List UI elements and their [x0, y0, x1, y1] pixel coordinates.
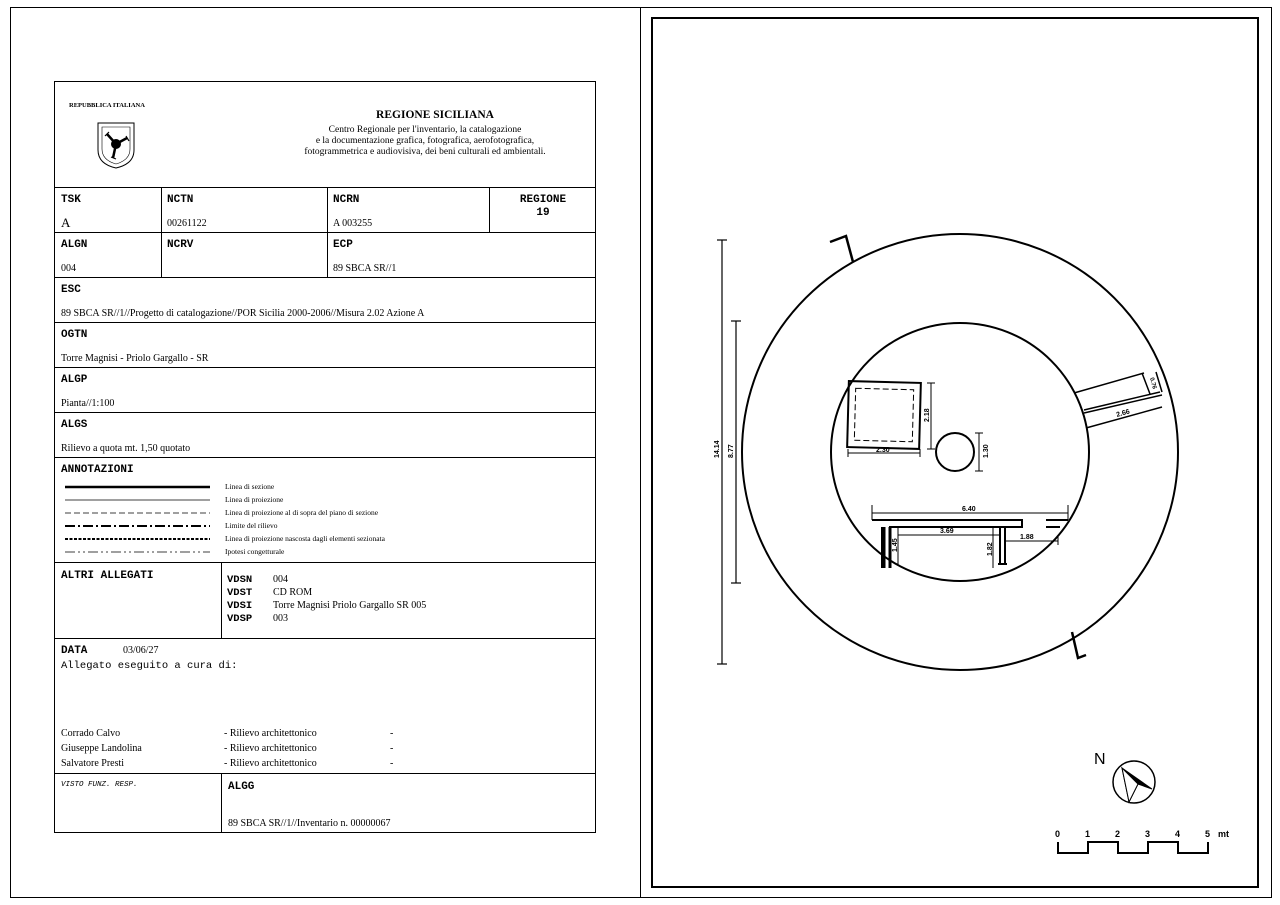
leg-mid-label: 1.82 — [987, 542, 994, 556]
lower-wall — [872, 520, 1068, 568]
vdsp-value: 003 — [273, 613, 288, 624]
nctn-value: 00261122 — [167, 218, 207, 229]
person-name: Salvatore Presti — [61, 758, 125, 769]
room-w-label: 2.30 — [876, 447, 890, 454]
region-title: REGIONE SICILIANA — [376, 109, 494, 121]
scale-tick-2: 2 — [1115, 829, 1121, 839]
door-w-label: 2.66 — [1115, 408, 1131, 419]
scale-tick-4: 4 — [1175, 829, 1181, 839]
doorway-passage — [1074, 373, 1162, 428]
person-role: - Rilievo architettonico — [224, 728, 317, 739]
person-dash: - — [390, 758, 394, 769]
algg-label: ALGG — [228, 781, 255, 793]
section-marker-top — [830, 236, 853, 262]
person-dash: - — [390, 743, 394, 754]
ncrn-value: A 003255 — [333, 218, 373, 229]
legend-text: Limite del rilievo — [225, 521, 278, 530]
allegati-label: ALTRI ALLEGATI — [61, 570, 154, 582]
scale-unit: mt — [1218, 829, 1229, 839]
vdsn-value: 004 — [273, 574, 288, 585]
center-hole — [936, 433, 974, 471]
algs-label: ALGS — [61, 419, 88, 431]
ogtn-label: OGTN — [61, 329, 88, 341]
legend-text: Linea di proiezione al di sopra del piano di sezione — [225, 508, 379, 517]
section-marker-bottom — [1072, 632, 1086, 658]
scale-tick-0: 0 — [1055, 829, 1061, 839]
header-line-3: fotogrammetrica e audiovisiva, dei beni culturali ed ambientali. — [304, 147, 546, 157]
visto-label: VISTO FUNZ. RESP. — [61, 781, 138, 789]
person-name: Corrado Calvo — [61, 728, 121, 739]
algg-value: 89 SBCA SR//1//Inventario n. 00000067 — [228, 818, 391, 829]
lower-wall-left — [884, 527, 890, 568]
legend-text: Linea di proiezione nascosta dagli elementi sezionata — [225, 534, 385, 543]
room-h-label: 2.18 — [924, 408, 931, 422]
person-role: - Rilievo architettonico — [224, 743, 317, 754]
regione-label: REGIONE — [519, 194, 567, 206]
ecp-value: 89 SBCA SR//1 — [333, 263, 397, 274]
legend-text: Ipotesi congetturale — [225, 547, 285, 556]
nctn-label: NCTN — [167, 194, 194, 206]
algs-value: Rilievo a quota mt. 1,50 quotato — [61, 443, 191, 454]
algp-label: ALGP — [61, 374, 88, 386]
dim-overall-label: 14.14 — [714, 440, 721, 458]
vdsn-label: VDSN — [227, 574, 253, 586]
wall-stub — [998, 527, 1007, 564]
ncrn-label: NCRN — [333, 194, 360, 206]
outer-wall — [742, 234, 1178, 670]
algn-label: ALGN — [61, 239, 88, 251]
wall-mid-label: 3.69 — [940, 528, 954, 535]
algn-value: 004 — [61, 263, 76, 274]
algp-value: Pianta//1:100 — [61, 398, 115, 409]
scale-bar — [1058, 842, 1208, 853]
ecp-label: ECP — [333, 239, 353, 251]
header-line-1: Centro Regionale per l'inventario, la catalogazione — [328, 125, 522, 135]
square-room-inner — [854, 388, 913, 442]
scale-tick-3: 3 — [1145, 829, 1151, 839]
cura-text: Allegato eseguito a cura di: — [61, 660, 238, 672]
hole-label: 1.30 — [983, 444, 990, 458]
scale-tick-5: 5 — [1205, 829, 1211, 839]
header-line-2: e la documentazione grafica, fotografica, aerofotografica, — [315, 136, 535, 146]
vdsp-label: VDSP — [227, 613, 253, 625]
leg-left-label: 1.45 — [892, 538, 899, 552]
vdst-label: VDST — [227, 587, 253, 599]
north-label: N — [1094, 751, 1106, 768]
repubblica-label: REPUBBLICA ITALIANA — [69, 102, 145, 109]
door-t-label: 0.76 — [1148, 376, 1157, 390]
tsk-value: A — [61, 215, 71, 230]
wall-top-label: 6.40 — [962, 506, 976, 513]
dim-inner-label: 8.77 — [728, 444, 735, 458]
vdst-value: CD ROM — [273, 587, 313, 598]
person-role: - Rilievo architettonico — [224, 758, 317, 769]
data-value: 03/06/27 — [123, 645, 159, 656]
wall-right-label: 1.88 — [1020, 534, 1034, 541]
legend-text: Linea di proiezione — [225, 495, 284, 504]
scale-tick-1: 1 — [1085, 829, 1091, 839]
vdsi-label: VDSI — [227, 600, 253, 612]
inner-wall — [831, 323, 1089, 581]
square-room-outer — [847, 381, 921, 449]
ncrv-label: NCRV — [167, 239, 194, 251]
esc-value: 89 SBCA SR//1//Progetto di catalogazione//POR Sicilia 2000-2006//Misura 2.02 Azione A — [61, 308, 425, 319]
vdsi-value: Torre Magnisi Priolo Gargallo SR 005 — [273, 600, 427, 611]
person-dash: - — [390, 728, 394, 739]
tsk-label: TSK — [61, 194, 81, 206]
legend-text: Linea di sezione — [225, 482, 275, 491]
data-label: DATA — [61, 645, 88, 657]
regione-value: 19 — [536, 207, 550, 219]
ogtn-value: Torre Magnisi - Priolo Gargallo - SR — [61, 353, 209, 364]
person-name: Giuseppe Landolina — [61, 743, 142, 754]
esc-label: ESC — [61, 284, 81, 296]
annotazioni-label: ANNOTAZIONI — [61, 464, 134, 476]
